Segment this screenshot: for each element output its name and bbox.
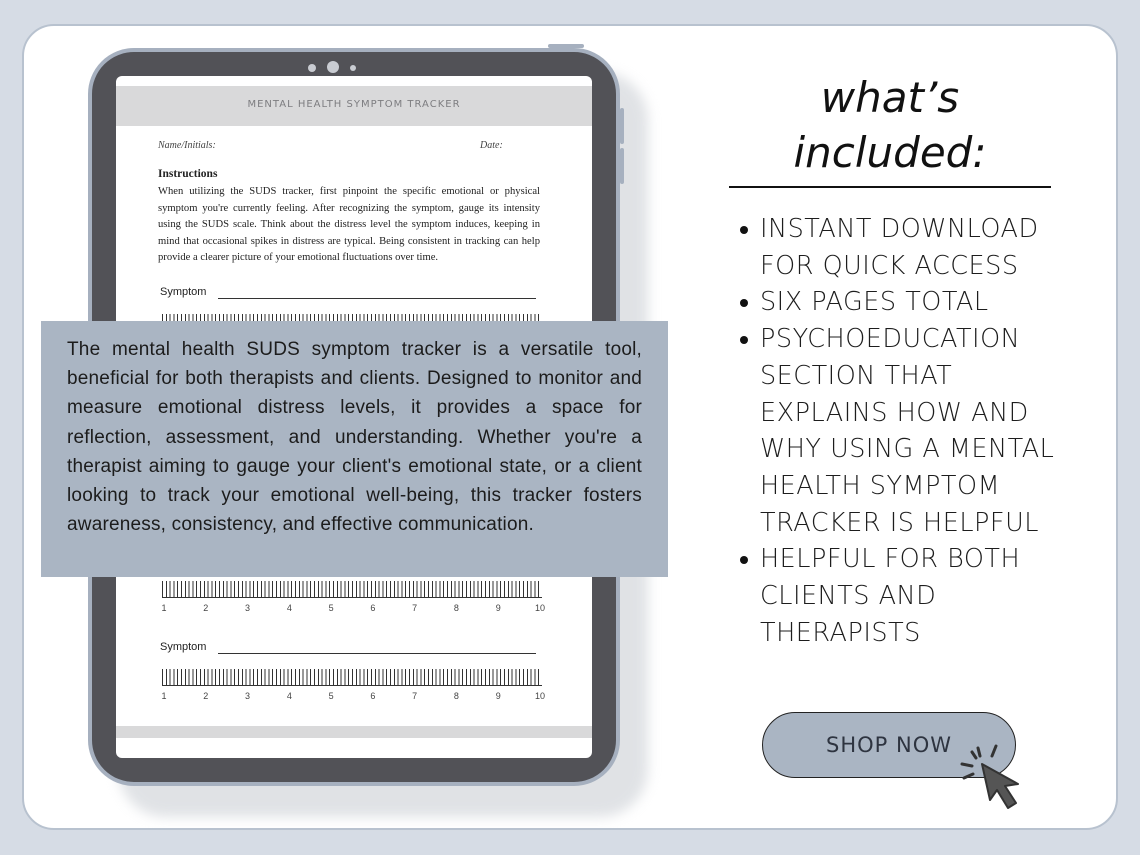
scale-number: 8 <box>453 691 459 701</box>
tablet-sensor <box>350 65 356 71</box>
scale-number: 4 <box>286 691 292 701</box>
included-heading-line2: included: <box>793 128 987 177</box>
description-box <box>41 321 668 577</box>
scale-number: 2 <box>203 691 209 701</box>
bullet-icon <box>740 299 748 307</box>
scale-number: 1 <box>161 603 167 613</box>
ruler-ticks <box>162 581 542 598</box>
scale-number: 7 <box>412 691 418 701</box>
scale-number: 2 <box>203 603 209 613</box>
scale-number: 6 <box>370 603 376 613</box>
instructions-body: When utilizing the SUDS tracker, first pinpoint the specific emotional or physical symptom you're currently feeling. After recognizing the symptom, gauge its intensity using the SUDS scale. Think about the distress level the symptom induces, keeping in mind that occasional spikes in distress are typical. Being consistent in tracking can help provide a clearer picture of your emotional fluctuations over time. <box>158 186 540 263</box>
name-label: Name/Initials: <box>158 140 216 151</box>
shop-now-button[interactable]: SHOP NOW <box>762 712 1016 778</box>
tablet-sensor <box>308 64 316 72</box>
heading-divider <box>729 186 1051 188</box>
tablet-top-button <box>548 44 584 48</box>
instructions-title: Instructions <box>158 168 218 180</box>
scale-number: 5 <box>328 603 334 613</box>
tracker-header: MENTAL HEALTH SYMPTOM TRACKER <box>116 86 592 126</box>
tracker-footer-bar <box>116 726 592 738</box>
suds-ruler[interactable] <box>161 581 546 613</box>
scale-number: 9 <box>495 603 501 613</box>
scale-number: 1 <box>161 691 167 701</box>
included-item <box>740 321 1070 541</box>
tablet-camera <box>327 61 339 73</box>
scale-number: 5 <box>328 691 334 701</box>
included-item-text: PSYCHOEDUCATION SECTION THAT EXPLAINS HOW AND WHY USING A MENTAL HEALTH SYMPTOM TRACKER IS HELPFUL <box>760 324 1055 538</box>
included-item <box>740 211 1070 284</box>
symptom-line[interactable] <box>218 653 536 654</box>
date-label: Date: <box>480 140 503 151</box>
scale-number: 4 <box>286 603 292 613</box>
scale-number: 10 <box>534 691 546 701</box>
symptom-label: Symptom <box>160 286 207 298</box>
scale-number: 3 <box>245 691 251 701</box>
pointer-click-icon <box>958 742 1038 822</box>
scale-number: 6 <box>370 691 376 701</box>
bullet-icon <box>740 556 748 564</box>
bullet-icon <box>740 226 748 234</box>
scale-number: 3 <box>245 603 251 613</box>
scale-number: 7 <box>412 603 418 613</box>
tablet-side-button <box>620 108 624 144</box>
included-item <box>740 541 1070 651</box>
ruler-ticks <box>162 669 542 686</box>
included-item-text: HELPFUL FOR BOTH CLIENTS AND THERAPISTS <box>760 544 1021 648</box>
scale-number: 8 <box>453 603 459 613</box>
scale-number: 9 <box>495 691 501 701</box>
description-text: The mental health SUDS symptom tracker is a versatile tool, beneficial for both therapists and clients. Designed to monitor and measure emotional distress levels, it provides a space for reflection, assessment, and understanding. Whether you're a therapist aiming to gauge your client's emotional state, or a client looking to track your emotional well-being, this tracker fosters awareness, consistency, and effective communication. <box>67 339 642 536</box>
included-item-text: INSTANT DOWNLOAD FOR QUICK ACCESS <box>760 214 1039 281</box>
included-list <box>740 211 1070 651</box>
included-heading-line1: what’s <box>820 73 960 122</box>
suds-ruler[interactable] <box>161 669 546 701</box>
symptom-label: Symptom <box>160 641 207 653</box>
included-item <box>740 284 1070 321</box>
bullet-icon <box>740 336 748 344</box>
included-item-text: SIX PAGES TOTAL <box>760 287 989 318</box>
symptom-line[interactable] <box>218 298 536 299</box>
scale-number: 10 <box>534 603 546 613</box>
included-heading <box>760 70 1020 180</box>
tablet-side-button <box>620 148 624 184</box>
